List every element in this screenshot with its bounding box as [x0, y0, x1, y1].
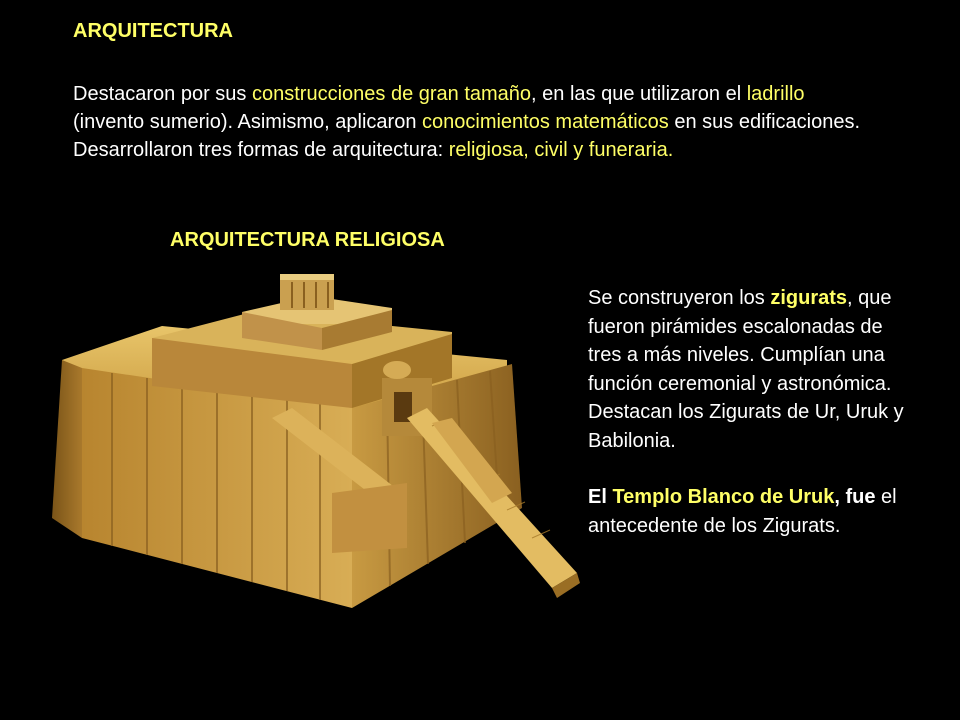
- side-highlight: Templo Blanco de Uruk: [612, 486, 835, 508]
- side-text: Se construyeron los: [588, 287, 771, 309]
- section-subtitle: ARQUITECTURA RELIGIOSA: [170, 229, 445, 251]
- intro-text: Desarrollaron tres formas de arquitectura:: [73, 139, 449, 161]
- ziggurat-illustration: [52, 268, 580, 614]
- side-text: el antecedente de los Zigurats.: [588, 486, 897, 537]
- side-text: , que fueron pirámides escalonadas de tres a más niveles. Cumplían una función ceremonial y astronómica. Destacan los Zigurats de Ur, Uruk y Babilonia.: [588, 287, 904, 452]
- side-highlight: zigurats: [770, 287, 848, 309]
- intro-highlight: conocimientos matemáticos: [422, 111, 669, 133]
- side-text: fue: [845, 486, 876, 508]
- zigurats-description: [588, 284, 918, 540]
- intro-text: Destacaron por sus: [73, 83, 252, 105]
- intro-highlight: religiosa, civil y funeraria.: [448, 139, 674, 161]
- intro-highlight: ladrillo: [746, 83, 805, 105]
- intro-paragraph: [73, 80, 873, 164]
- ziggurat-drawing: [52, 268, 580, 614]
- side-text: ,: [834, 486, 846, 508]
- intro-text: (invento sumerio). Asimismo, aplicaron: [73, 111, 423, 133]
- side-paragraph-2: [588, 483, 918, 540]
- intro-text: , en las que utilizaron el: [531, 83, 747, 105]
- side-paragraph-1: [588, 284, 918, 455]
- intro-text: en sus edificaciones.: [668, 111, 861, 133]
- side-text: El: [588, 486, 613, 508]
- intro-highlight: construcciones de gran tamaño: [251, 83, 532, 105]
- slide-title: ARQUITECTURA: [73, 20, 233, 42]
